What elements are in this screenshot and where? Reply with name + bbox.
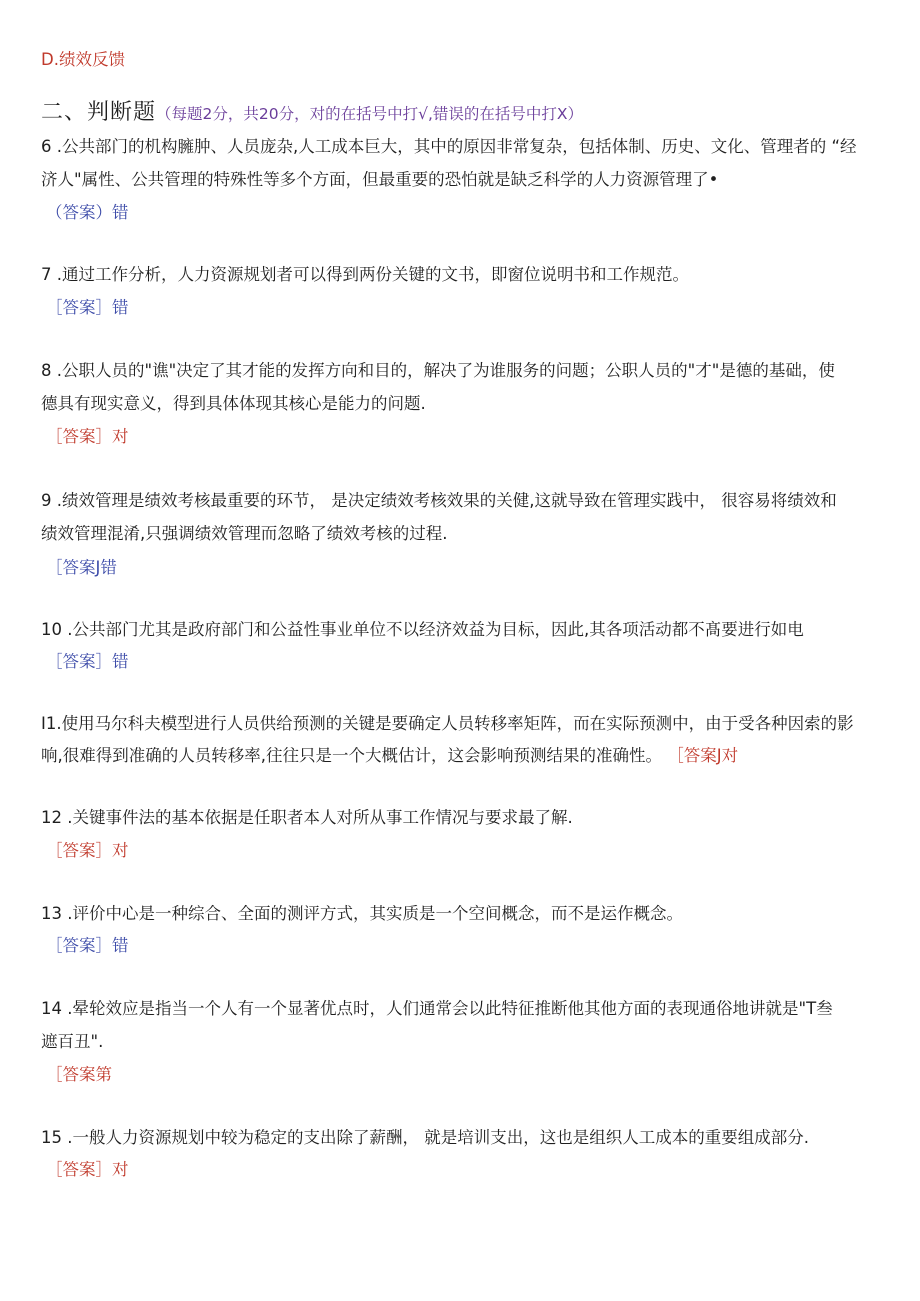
question-6-line-2: 济人"属性、公共管理的特殊性等多个方面，但最重要的恐怕就是缺乏科学的人力资源管理了• xyxy=(41,170,719,189)
answer-7: ［答案］错 xyxy=(46,298,129,317)
question-6-line-1: 6 .公共部门的机构臃肿、人员庞杂,人工成本巨大，其中的原因非常复杂，包括体制、历史、文化、管理者的 “经 xyxy=(41,137,857,156)
answer-8: ［答案］对 xyxy=(46,427,129,446)
question-15-line-1: 15 .一般人力资源规划中较为稳定的支出除了薪酬， 就是培训支出，这也是组织人工成本的重要组成部分. xyxy=(41,1128,809,1147)
section-heading xyxy=(41,95,583,126)
question-11-line-2: 响,很难得到准确的人员转移率,往往只是一个大概估计，这会影响预测结果的准确性。 ［答案J对 xyxy=(41,746,739,765)
question-9-line-1: 9 .绩效管理是绩效考核最重要的环节， 是决定绩效考核效果的关健,这就导致在管理实践中， 很容易将绩效和 xyxy=(41,491,837,510)
question-10-line-1: 10 .公共部门尤其是政府部门和公益性事业单位不以经济效益为目标，因此,其各项活动都不髙要进行如电 xyxy=(41,620,804,639)
answer-15: ［答案］对 xyxy=(46,1160,129,1179)
question-8-line-1: 8 .公职人员的"谯"决定了其才能的发挥方向和目的，解决了为谁服务的问题；公职人员的"才"是德的基础，使 xyxy=(41,361,835,380)
question-7-line-1: 7 .通过工作分析，人力资源规划者可以得到两份关键的文书，即窗位说明书和工作规范。 xyxy=(41,265,689,284)
answer-11: ［答案J对 xyxy=(667,746,739,765)
previous-option-d: D.绩效反馈 xyxy=(41,50,125,69)
section-note: （每题2分，共20分，对的在括号中打√,错误的在括号中打X） xyxy=(156,105,584,123)
question-9-line-2: 绩效管理混淆,只强调绩效管理而忽略了绩效考核的过程. xyxy=(41,524,448,543)
answer-14: ［答案第 xyxy=(46,1065,112,1084)
answer-6: （答案）错 xyxy=(46,203,129,222)
question-11-line-1: I1.使用马尔科夫模型进行人员供给预测的关键是要确定人员转移率矩阵，而在实际预测中，由于受各种因索的影 xyxy=(41,714,854,733)
answer-13: ［答案］错 xyxy=(46,936,129,955)
question-8-line-2: 德具有现实意义，得到具体体现其核心是能力的问题. xyxy=(41,394,426,413)
answer-10: ［答案］错 xyxy=(46,652,129,671)
question-13-line-1: 13 .评价中心是一种综合、全面的测评方式，其实质是一个空间概念，而不是运作概念。 xyxy=(41,904,683,923)
question-14-line-1: 14 .晕轮效应是指当一个人有一个显著优点时，人们通常会以此特征推断他其他方面的表现通俗地讲就是"T叁 xyxy=(41,999,833,1018)
answer-12: ［答案］对 xyxy=(46,841,129,860)
answer-9: ［答案J错 xyxy=(46,558,117,577)
section-title: 二、判断题 xyxy=(41,100,157,125)
question-14-line-2: 遮百丑". xyxy=(41,1032,104,1051)
question-12-line-1: 12 .关键事件法的基本依据是任职者本人对所从事工作情况与要求最了解. xyxy=(41,808,573,827)
